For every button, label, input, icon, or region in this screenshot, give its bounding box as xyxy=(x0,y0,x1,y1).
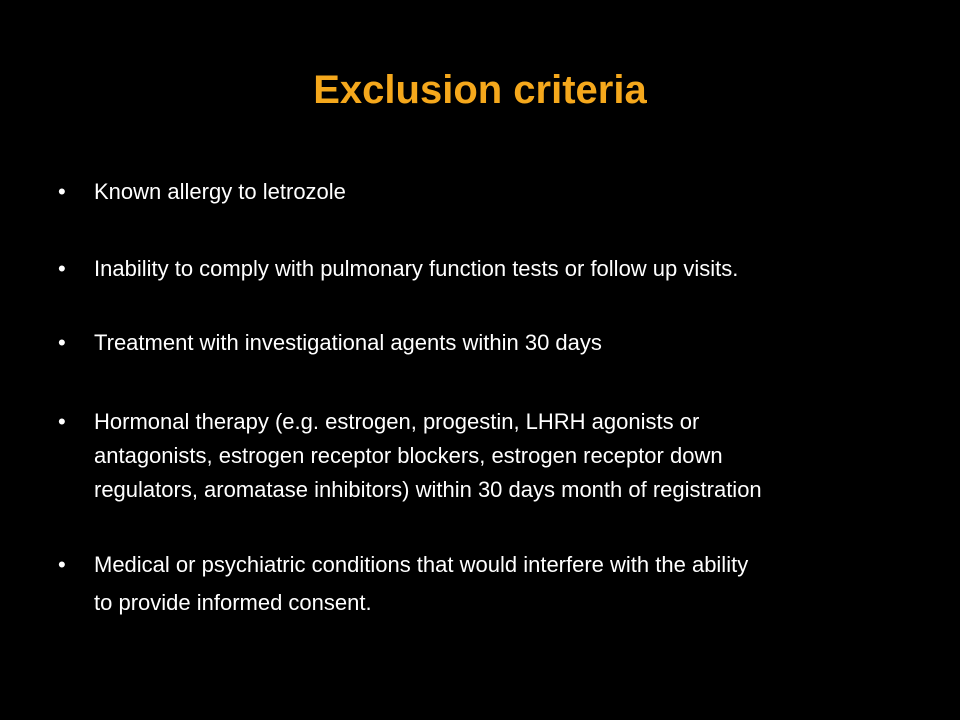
slide-title: Exclusion criteria xyxy=(313,68,647,112)
bullet-text: Known allergy to letrozole xyxy=(94,179,346,204)
bullet-item xyxy=(58,255,918,283)
bullet-text: Hormonal therapy (e.g. estrogen, progestin, LHRH agonists or antagonists, estrogen receptor blockers, estrogen receptor down regulators, aromatase inhibitors) within 30 days month of registration xyxy=(94,409,762,502)
bullet-point: • xyxy=(58,330,66,355)
bullet-item xyxy=(58,329,918,357)
bullet-text: Inability to comply with pulmonary function tests or follow up visits. xyxy=(94,256,739,281)
bullet-item xyxy=(58,178,918,206)
bullet-item xyxy=(58,405,918,507)
bullet-item xyxy=(58,546,918,622)
bullet-point: • xyxy=(58,256,66,281)
bullet-point: • xyxy=(58,179,66,204)
bullet-point: • xyxy=(58,552,66,577)
bullet-text: Medical or psychiatric conditions that would interfere with the ability to provide informed consent. xyxy=(94,552,749,615)
bullet-text: Treatment with investigational agents within 30 days xyxy=(94,330,602,355)
bullet-point: • xyxy=(58,409,66,434)
